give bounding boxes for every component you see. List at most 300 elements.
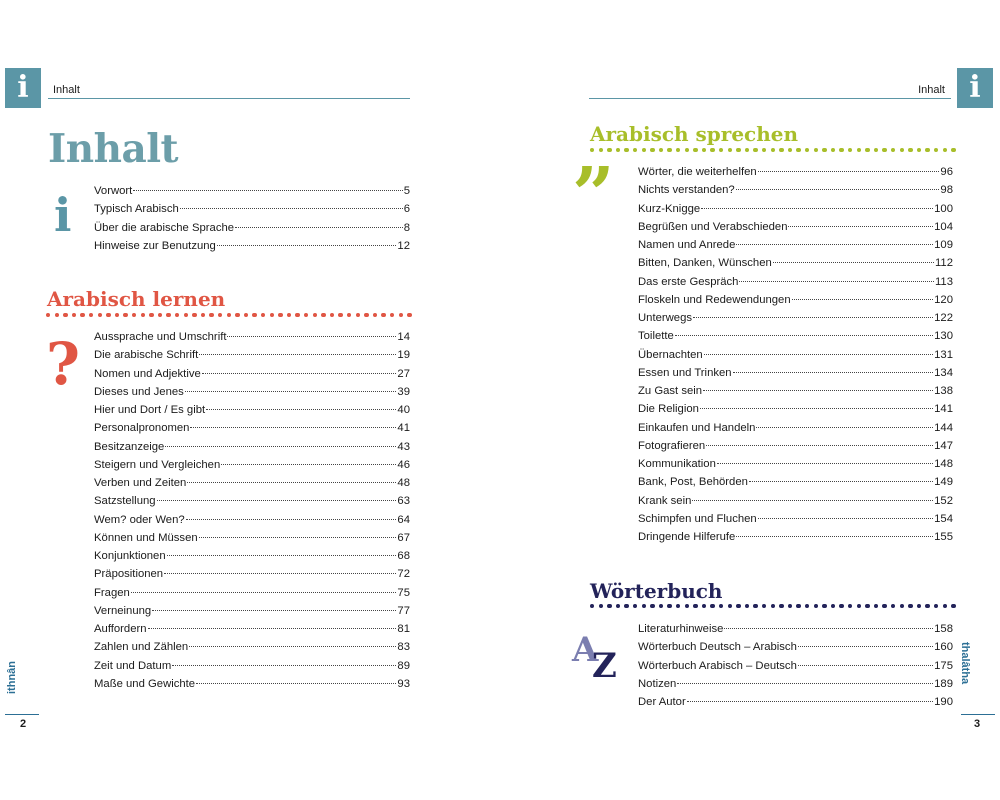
running-header: Inhalt (918, 84, 945, 96)
toc-entry-title: Die Religion (638, 403, 699, 416)
header-rule (48, 98, 410, 99)
dot-leader (167, 555, 397, 556)
dot-leader (235, 227, 403, 228)
dot-leader (186, 519, 397, 520)
toc-entry-page: 63 (397, 495, 410, 508)
right-page (500, 0, 1000, 800)
divider-dot (814, 604, 818, 608)
toc-entry-title: Hier und Dort / Es gibt (94, 404, 206, 416)
divider-dot (934, 604, 938, 608)
divider-dot (115, 313, 119, 317)
quotation-mark-icon: ” (572, 152, 615, 238)
toc-entry (638, 678, 953, 696)
toc-entry-page: 130 (934, 330, 953, 343)
dot-leader (706, 445, 933, 446)
divider-dot (201, 313, 205, 317)
divider-dot (676, 604, 680, 608)
toc-entry (638, 696, 953, 714)
toc-entry-title: Auffordern (94, 623, 147, 635)
dot-leader (736, 536, 933, 537)
divider-dot (676, 148, 680, 152)
side-number-word: ithnân (6, 661, 18, 694)
dot-leader (199, 354, 396, 355)
toc-entry (638, 221, 953, 239)
dot-leader (693, 317, 933, 318)
dot-leader (736, 189, 940, 190)
toc-entry (638, 349, 953, 367)
divider-dot (399, 313, 403, 317)
dot-leader (172, 665, 396, 666)
divider-dot (900, 604, 904, 608)
toc-entry-title: Wörterbuch Arabisch – Deutsch (638, 659, 797, 672)
divider-dot (650, 604, 654, 608)
dot-leader (217, 245, 397, 246)
toc-entry (94, 495, 410, 513)
toc-entry-title: Wem? oder Wen? (94, 513, 185, 526)
toc-entry (638, 440, 953, 458)
toc-entry-title: Die arabische Schrift (94, 349, 199, 362)
divider-dot (132, 313, 136, 317)
divider-dot (857, 604, 861, 608)
toc-entry (94, 222, 410, 240)
divider-dot (364, 313, 368, 317)
toc-entry-page: 113 (934, 275, 953, 288)
dot-leader (180, 208, 403, 209)
toc-entry-page: 131 (934, 348, 953, 361)
section-title-woerterbuch: Wörterbuch (590, 579, 723, 603)
divider-dot (149, 313, 153, 317)
divider-dot (261, 313, 265, 317)
toc-entry (638, 385, 953, 403)
divider-dot (874, 604, 878, 608)
toc-entry (638, 203, 953, 221)
toc-entry-title: Nomen und Adjektive (94, 367, 201, 380)
toc-entry-title: Fotografieren (638, 439, 706, 452)
toc-entry-page: 160 (934, 641, 953, 654)
divider-dot (753, 604, 757, 608)
dot-leader (164, 573, 396, 574)
toc-entry-title: Fragen (94, 586, 130, 599)
toc-entry-title: Einkaufen und Handeln (638, 421, 756, 434)
divider-dot (278, 313, 282, 317)
divider-dot (63, 313, 67, 317)
dot-leader (739, 281, 934, 282)
divider-dot (158, 313, 162, 317)
divider-dot (925, 604, 929, 608)
divider-dot (900, 148, 904, 152)
toc-entry (94, 386, 410, 404)
toc-entry-title: Typisch Arabisch (94, 203, 179, 216)
toc-entry-title: Dringende Hilferufe (638, 531, 736, 543)
dot-leader (788, 226, 933, 227)
divider-dot (590, 604, 594, 608)
toc-entry-page: 12 (397, 239, 410, 252)
dot-leader (756, 427, 933, 428)
page-number: 3 (974, 718, 981, 730)
a-z-dictionary-icon (572, 630, 620, 686)
toc-entry-title: Präpositionen (94, 568, 164, 581)
toc-entry-page: 155 (934, 531, 953, 543)
toc-entry-page: 96 (940, 166, 953, 178)
divider-dot (667, 148, 671, 152)
toc-entry-title: Verneinung (94, 604, 152, 617)
toc-entry (638, 403, 953, 421)
divider-dot (407, 313, 411, 317)
toc-entry-title: Unterwegs (638, 312, 692, 324)
arabisch-sprechen-toc (638, 166, 953, 549)
dot-leader (196, 683, 396, 684)
toc-entry (638, 367, 953, 385)
toc-entry-page: 83 (397, 641, 410, 654)
toc-entry (638, 257, 953, 275)
divider-dot (882, 148, 886, 152)
toc-entry-page: 6 (403, 203, 410, 216)
info-tab-icon: i (957, 68, 993, 108)
divider-dot (685, 604, 689, 608)
divider-dot (762, 148, 766, 152)
dot-leader (733, 372, 934, 373)
toc-entry-title: Über die arabische Sprache (94, 221, 235, 234)
divider-dot (659, 604, 663, 608)
divider-dot (736, 148, 740, 152)
arabisch-lernen-toc (94, 331, 410, 696)
divider-dot (633, 148, 637, 152)
toc-entry (94, 240, 410, 258)
divider-dot (788, 604, 792, 608)
dot-leader (736, 244, 933, 245)
toc-entry (94, 514, 410, 532)
divider-dot (805, 148, 809, 152)
toc-entry-page: 93 (397, 677, 410, 690)
divider-dot (831, 148, 835, 152)
divider-dot (934, 148, 938, 152)
toc-entry (94, 331, 410, 349)
divider-dot (865, 604, 869, 608)
toc-entry-page: 39 (397, 385, 410, 398)
toc-entry-page: 152 (934, 494, 953, 507)
toc-entry (94, 404, 410, 422)
divider-dot (218, 313, 222, 317)
toc-entry (94, 368, 410, 386)
toc-entry (638, 660, 953, 678)
section-divider-dots (590, 148, 954, 154)
divider-dot (882, 604, 886, 608)
toc-entry-page: 144 (934, 421, 953, 434)
divider-dot (814, 148, 818, 152)
dot-leader (157, 500, 397, 501)
toc-entry-title: Konjunktionen (94, 550, 166, 562)
divider-dot (667, 604, 671, 608)
dot-leader (704, 354, 933, 355)
dot-leader (798, 646, 933, 647)
toc-entry (638, 422, 953, 440)
toc-entry-page: 104 (934, 220, 953, 233)
dot-leader (199, 537, 397, 538)
toc-entry-title: Essen und Trinken (638, 366, 732, 379)
toc-entry-title: Zu Gast sein (638, 385, 703, 397)
toc-entry-page: 43 (397, 440, 410, 453)
divider-dot (330, 313, 334, 317)
toc-entry-title: Kurz-Knigge (638, 202, 701, 215)
toc-entry (94, 623, 410, 641)
toc-entry-title: Floskeln und Redewendungen (638, 293, 791, 306)
info-icon: i (54, 188, 72, 242)
toc-entry-page: 81 (397, 623, 410, 635)
divider-dot (745, 604, 749, 608)
toc-entry-title: Personalpronomen (94, 422, 190, 435)
section-divider-dots (590, 604, 954, 610)
header-rule (589, 98, 951, 99)
divider-dot (390, 313, 394, 317)
toc-entry (638, 312, 953, 330)
divider-dot (805, 604, 809, 608)
divider-dot (874, 148, 878, 152)
toc-entry-page: 72 (397, 568, 410, 581)
divider-dot (891, 148, 895, 152)
divider-dot (46, 313, 50, 317)
toc-entry-title: Notizen (638, 677, 677, 690)
section-title-arabisch-sprechen: Arabisch sprechen (590, 122, 799, 146)
dot-leader (749, 481, 933, 482)
divider-dot (951, 604, 955, 608)
divider-dot (106, 313, 110, 317)
running-header: Inhalt (53, 84, 80, 96)
divider-dot (616, 148, 620, 152)
divider-dot (771, 604, 775, 608)
toc-entry-page: 148 (934, 458, 953, 470)
divider-dot (857, 148, 861, 152)
toc-entry-page: 120 (934, 293, 953, 306)
toc-entry-page: 98 (940, 184, 953, 197)
toc-entry-page: 149 (934, 476, 953, 489)
divider-dot (917, 604, 921, 608)
toc-entry-page: 46 (397, 458, 410, 471)
divider-dot (702, 604, 706, 608)
divider-dot (865, 148, 869, 152)
toc-entry-title: Maße und Gewichte (94, 677, 196, 690)
dot-leader (792, 299, 934, 300)
page-number: 2 (20, 718, 27, 730)
toc-entry-page: 158 (934, 623, 953, 635)
toc-entry-title: Aussprache und Umschrift (94, 331, 227, 343)
divider-dot (244, 313, 248, 317)
footer-rule (961, 714, 995, 715)
divider-dot (227, 313, 231, 317)
divider-dot (917, 148, 921, 152)
divider-dot (839, 604, 843, 608)
toc-entry (94, 349, 410, 367)
divider-dot (270, 313, 274, 317)
toc-entry-title: Nichts verstanden? (638, 184, 735, 197)
toc-entry-page: 100 (934, 202, 953, 215)
divider-dot (381, 313, 385, 317)
divider-dot (347, 313, 351, 317)
toc-entry (94, 185, 410, 203)
divider-dot (796, 604, 800, 608)
dot-leader (165, 446, 396, 447)
dot-leader (133, 190, 402, 191)
toc-entry-title: Wörter, die weiterhelfen (638, 166, 757, 178)
divider-dot (373, 313, 377, 317)
toc-entry-title: Krank sein (638, 494, 692, 507)
section-divider-dots (46, 313, 410, 319)
divider-dot (321, 313, 325, 317)
divider-dot (313, 313, 317, 317)
dot-leader (148, 628, 397, 629)
divider-dot (659, 148, 663, 152)
toc-entry (94, 422, 410, 440)
woerterbuch-toc (638, 623, 953, 714)
divider-dot (779, 148, 783, 152)
dot-leader (221, 464, 396, 465)
toc-entry-page: 14 (397, 331, 410, 343)
divider-dot (710, 604, 714, 608)
toc-entry-page: 67 (397, 531, 410, 544)
divider-dot (55, 313, 59, 317)
divider-dot (89, 313, 93, 317)
dot-leader (717, 463, 933, 464)
dot-leader (758, 518, 933, 519)
divider-dot (235, 313, 239, 317)
divider-dot (745, 148, 749, 152)
toc-entry-page: 141 (934, 403, 953, 416)
dot-leader (692, 500, 933, 501)
divider-dot (252, 313, 256, 317)
dot-leader (724, 628, 933, 629)
divider-dot (166, 313, 170, 317)
divider-dot (831, 604, 835, 608)
toc-entry-title: Kommunikation (638, 458, 716, 470)
toc-entry-title: Bitten, Danken, Wünschen (638, 257, 772, 270)
toc-entry-title: Hinweise zur Benutzung (94, 239, 216, 252)
toc-entry (638, 495, 953, 513)
toc-entry-title: Vorwort (94, 185, 133, 197)
dot-leader (202, 373, 397, 374)
toc-entry-title: Verben und Zeiten (94, 477, 187, 489)
divider-dot (719, 604, 723, 608)
toc-entry-title: Namen und Anrede (638, 239, 736, 251)
toc-entry (94, 203, 410, 221)
divider-dot (943, 604, 947, 608)
divider-dot (356, 313, 360, 317)
toc-entry-title: Toilette (638, 330, 674, 343)
dot-leader (773, 262, 934, 263)
toc-entry (94, 678, 410, 696)
divider-dot (192, 313, 196, 317)
toc-entry-title: Zeit und Datum (94, 659, 172, 672)
toc-entry-page: 112 (934, 257, 953, 270)
divider-dot (848, 604, 852, 608)
toc-entry-page: 48 (397, 477, 410, 489)
toc-entry-title: Bank, Post, Behörden (638, 476, 748, 489)
divider-dot (650, 148, 654, 152)
divider-dot (624, 604, 628, 608)
divider-dot (908, 148, 912, 152)
dot-leader (206, 409, 396, 410)
toc-entry (94, 660, 410, 678)
intro-toc (94, 185, 410, 258)
dot-leader (227, 336, 396, 337)
divider-dot (642, 148, 646, 152)
toc-entry-title: Steigern und Vergleichen (94, 458, 221, 471)
divider-dot (685, 148, 689, 152)
toc-entry (638, 458, 953, 476)
toc-entry-page: 109 (934, 239, 953, 251)
dot-leader (185, 391, 397, 392)
divider-dot (719, 148, 723, 152)
divider-dot (702, 148, 706, 152)
divider-dot (184, 313, 188, 317)
dot-leader (758, 171, 940, 172)
divider-dot (304, 313, 308, 317)
divider-dot (736, 604, 740, 608)
divider-dot (728, 604, 732, 608)
toc-entry (94, 532, 410, 550)
divider-dot (72, 313, 76, 317)
toc-entry-page: 138 (934, 385, 953, 397)
toc-entry-page: 64 (397, 513, 410, 526)
divider-dot (822, 604, 826, 608)
divider-dot (762, 604, 766, 608)
toc-entry-page: 5 (403, 185, 410, 197)
dot-leader (131, 592, 397, 593)
toc-entry-page: 27 (397, 367, 410, 380)
toc-entry (638, 476, 953, 494)
divider-dot (141, 313, 145, 317)
divider-dot (908, 604, 912, 608)
toc-entry-title: Besitzanzeige (94, 440, 165, 453)
toc-entry (638, 184, 953, 202)
toc-entry-page: 75 (397, 586, 410, 599)
dot-leader (677, 683, 933, 684)
dot-leader (187, 482, 396, 483)
toc-entry (94, 641, 410, 659)
toc-entry (94, 587, 410, 605)
toc-entry-title: Dieses und Jenes (94, 385, 184, 398)
divider-dot (710, 148, 714, 152)
divider-dot (295, 313, 299, 317)
toc-entry-title: Können und Müssen (94, 531, 198, 544)
divider-dot (951, 148, 955, 152)
toc-entry-title: Übernachten (638, 348, 703, 361)
toc-entry-page: 68 (397, 550, 410, 562)
toc-entry (638, 239, 953, 257)
divider-dot (891, 604, 895, 608)
toc-entry (638, 294, 953, 312)
toc-entry (94, 550, 410, 568)
toc-entry (638, 531, 953, 549)
toc-entry (638, 513, 953, 531)
divider-dot (607, 604, 611, 608)
divider-dot (287, 313, 291, 317)
toc-entry-page: 134 (934, 366, 953, 379)
toc-entry-page: 19 (397, 349, 410, 362)
divider-dot (80, 313, 84, 317)
dot-leader (703, 390, 933, 391)
toc-entry-page: 175 (934, 659, 953, 672)
dot-leader (701, 208, 933, 209)
toc-entry (94, 568, 410, 586)
toc-entry (94, 605, 410, 623)
toc-entry (638, 166, 953, 184)
toc-entry (94, 459, 410, 477)
question-mark-icon: ? (46, 330, 80, 398)
toc-entry-page: 190 (934, 696, 953, 708)
footer-rule (5, 714, 39, 715)
divider-dot (693, 148, 697, 152)
page-title: Inhalt (48, 126, 179, 172)
toc-entry-title: Wörterbuch Deutsch – Arabisch (638, 641, 797, 654)
